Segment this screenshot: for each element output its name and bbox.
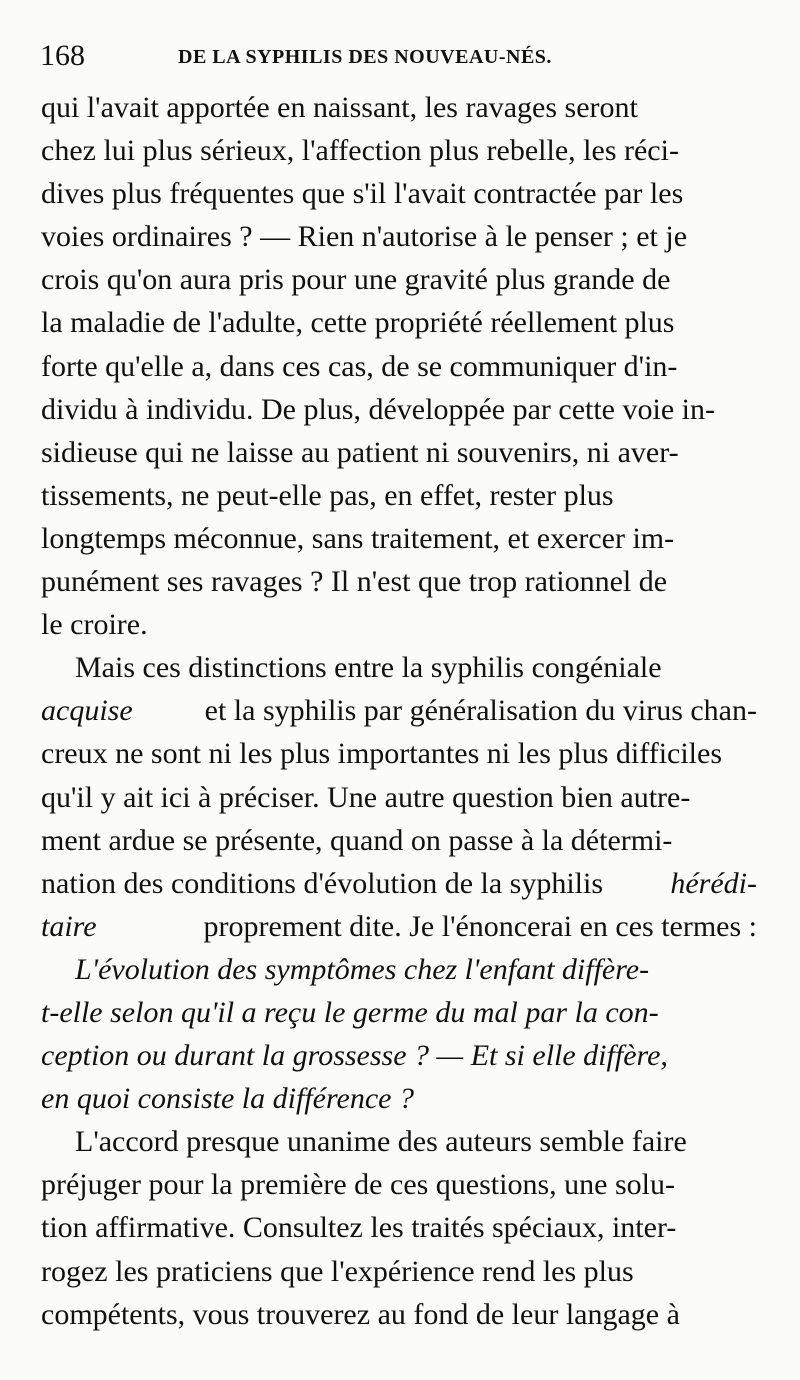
text-segment: t-elle selon qu'il a reçu le germe du mal par la con- bbox=[41, 995, 659, 1029]
text-line bbox=[41, 215, 757, 258]
text-line bbox=[41, 1163, 757, 1206]
text-segment: compétents, vous trouverez au fond de leur langage à bbox=[41, 1297, 680, 1331]
text-segment: L'accord presque unanime des auteurs semble faire bbox=[75, 1125, 687, 1159]
body-text bbox=[41, 86, 757, 1336]
text-segment: le croire. bbox=[41, 608, 148, 642]
text-line bbox=[41, 86, 757, 129]
text-line bbox=[41, 732, 757, 775]
text-line bbox=[41, 388, 757, 431]
text-line bbox=[41, 172, 757, 215]
text-line bbox=[41, 560, 757, 603]
italic-word: taire bbox=[41, 909, 97, 943]
text-line bbox=[41, 129, 757, 172]
italic-word: acquise bbox=[41, 694, 133, 728]
text-segment: crois qu'on aura pris pour une gravité plus grande de bbox=[41, 263, 671, 297]
text-line bbox=[41, 603, 757, 646]
text-segment: qui l'avait apportée en naissant, les ravages seront bbox=[41, 91, 638, 124]
text-line bbox=[41, 301, 757, 344]
text-line bbox=[41, 948, 757, 991]
text-line bbox=[41, 991, 757, 1034]
text-line bbox=[41, 646, 757, 689]
text-line bbox=[41, 776, 757, 819]
text-segment: sidieuse qui ne laisse au patient ni souvenirs, ni aver- bbox=[41, 435, 679, 469]
text-segment: dives plus fréquentes que s'il l'avait contractée par les bbox=[41, 177, 684, 211]
italic-word: hérédi- bbox=[670, 866, 757, 900]
text-line bbox=[41, 689, 757, 732]
text-line bbox=[41, 345, 757, 388]
text-line bbox=[41, 431, 757, 474]
text-segment: Mais ces distinctions entre la syphilis congéniale bbox=[75, 651, 662, 685]
text-line bbox=[41, 862, 757, 905]
text-segment: en quoi consiste la différence ? bbox=[41, 1082, 414, 1116]
text-line bbox=[41, 1034, 757, 1077]
text-line bbox=[41, 1120, 757, 1163]
text-segment: L'évolution des symptômes chez l'enfant diffère- bbox=[75, 952, 650, 986]
text-segment: nation des conditions d'évolution de la syphilis bbox=[41, 866, 604, 900]
text-segment: tion affirmative. Consultez les traités spéciaux, inter- bbox=[41, 1211, 677, 1245]
text-segment: et la syphilis par généralisation du virus chan- bbox=[204, 694, 757, 728]
text-segment: ception ou durant la grossesse ? — Et si elle diffère, bbox=[41, 1039, 668, 1073]
page-number: 168 bbox=[40, 39, 85, 72]
text-segment: ment ardue se présente, quand on passe à la détermi- bbox=[41, 823, 673, 857]
text-segment: rogez les praticiens que l'expérience rend les plus bbox=[41, 1254, 634, 1288]
text-line bbox=[41, 1206, 757, 1249]
text-line bbox=[41, 258, 757, 301]
text-segment: creux ne sont ni les plus importantes ni les plus difficiles bbox=[41, 737, 723, 771]
page-header bbox=[40, 36, 760, 76]
text-line bbox=[41, 1077, 757, 1120]
text-segment: qu'il y ait ici à préciser. Une autre question bien autre- bbox=[41, 780, 691, 814]
text-segment: tissements, ne peut-elle pas, en effet, rester plus bbox=[41, 478, 614, 512]
text-segment: la maladie de l'adulte, cette propriété réellement plus bbox=[41, 306, 675, 340]
text-line bbox=[41, 517, 757, 560]
running-title: DE LA SYPHILIS DES NOUVEAU-NÉS. bbox=[178, 46, 552, 68]
text-segment: punément ses ravages ? Il n'est que trop rationnel de bbox=[41, 565, 668, 599]
text-segment: forte qu'elle a, dans ces cas, de se communiquer d'in- bbox=[41, 349, 678, 383]
text-segment: préjuger pour la première de ces questions, une solu- bbox=[41, 1168, 675, 1202]
text-segment: chez lui plus sérieux, l'affection plus rebelle, les réci- bbox=[41, 134, 679, 168]
text-line bbox=[41, 1293, 757, 1336]
text-line bbox=[41, 905, 757, 948]
text-segment: dividu à individu. De plus, développée par cette voie in- bbox=[41, 392, 715, 426]
text-segment: voies ordinaires ? — Rien n'autorise à le penser ; et je bbox=[41, 220, 688, 254]
text-line bbox=[41, 819, 757, 862]
text-line bbox=[41, 1250, 757, 1293]
text-segment: longtemps méconnue, sans traitement, et exercer im- bbox=[41, 521, 675, 555]
text-line bbox=[41, 474, 757, 517]
text-segment: proprement dite. Je l'énoncerai en ces termes : bbox=[203, 909, 757, 943]
